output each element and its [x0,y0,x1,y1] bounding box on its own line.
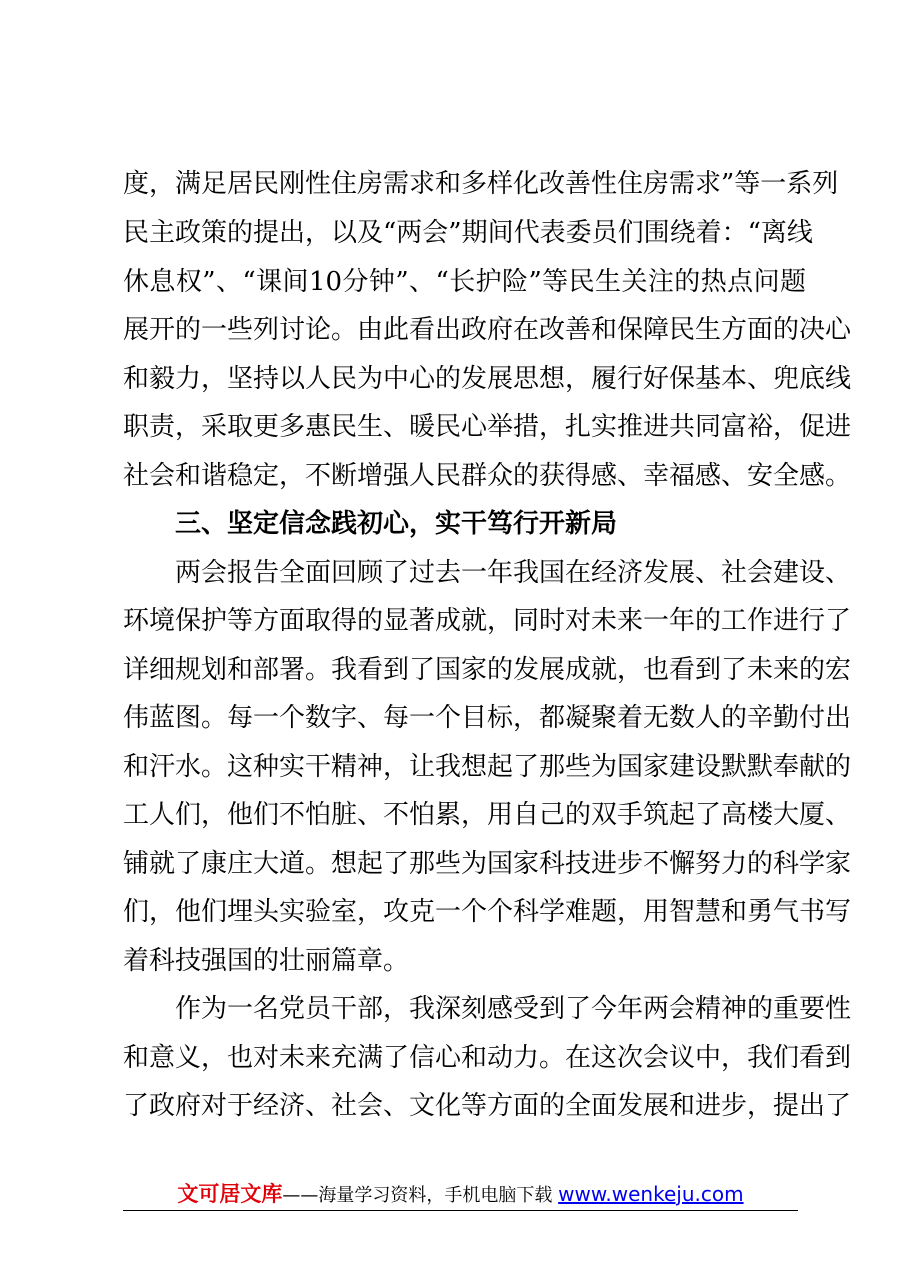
paragraph-first-line: 作为一名党员干部，我深刻感受到了今年两会精神的重要性 [175,994,852,1024]
text-line: 了政府对于经济、社会、文化等方面的全面发展和进步，提出了 [123,1091,852,1121]
text-line: 民主政策的提出，以及“两会”期间代表委员们围绕着：“离线 [123,218,813,248]
text-line: 铺就了康庄大道。想起了那些为国家科技进步不懈努力的科学家 [123,849,852,879]
footer-tagline: ——海量学习资料，手机电脑下载 [282,1185,553,1206]
text-line: 和意义，也对未来充满了信心和动力。在这次会议中，我们看到 [123,1043,852,1073]
text-line: 社会和谐稳定，不断增强人民群众的获得感、幸福感、安全感。 [123,461,852,491]
text-line: 伟蓝图。每一个数字、每一个目标，都凝聚着无数人的辛勤付出 [123,703,852,733]
text-line: 详细规划和部署。我看到了国家的发展成就，也看到了未来的宏 [123,655,852,685]
text-line: 和毅力，坚持以人民为中心的发展思想，履行好保基本、兜底线 [123,364,852,394]
footer-brand: 文可居文库 [177,1182,283,1206]
text-line: 和汗水。这种实干精神，让我想起了那些为国家建设默默奉献的 [123,752,852,782]
page-footer [123,1176,798,1212]
text-line: 环境保护等方面取得的显著成就，同时对未来一年的工作进行了 [123,606,852,636]
text-line: 们，他们埋头实验室，攻克一个个科学难题，用智慧和勇气书写 [123,897,852,927]
text-line: 休息权”、“课间10分钟”、“长护险”等民生关注的热点问题 [123,267,806,297]
text-line: 着科技强国的壮丽篇章。 [123,946,410,976]
paragraph-first-line: 两会报告全面回顾了过去一年我国在经济发展、社会建设、 [175,558,852,588]
text-line: 职责，采取更多惠民生、暖民心举措，扎实推进共同富裕，促进 [123,412,852,442]
text-line: 展开的一些列讨论。由此看出政府在改善和保障民生方面的决心 [123,315,852,345]
text-line: 工人们，他们不怕脏、不怕累，用自己的双手筑起了高楼大厦、 [123,800,852,830]
footer-divider [123,1210,798,1211]
footer-link[interactable]: www.wenkeju.com [558,1182,744,1206]
text-line: 度，满足居民刚性住房需求和多样化改善性住房需求”等一系列 [123,169,839,199]
section-heading: 三、坚定信念践初心，实干笃行开新局 [175,509,618,539]
